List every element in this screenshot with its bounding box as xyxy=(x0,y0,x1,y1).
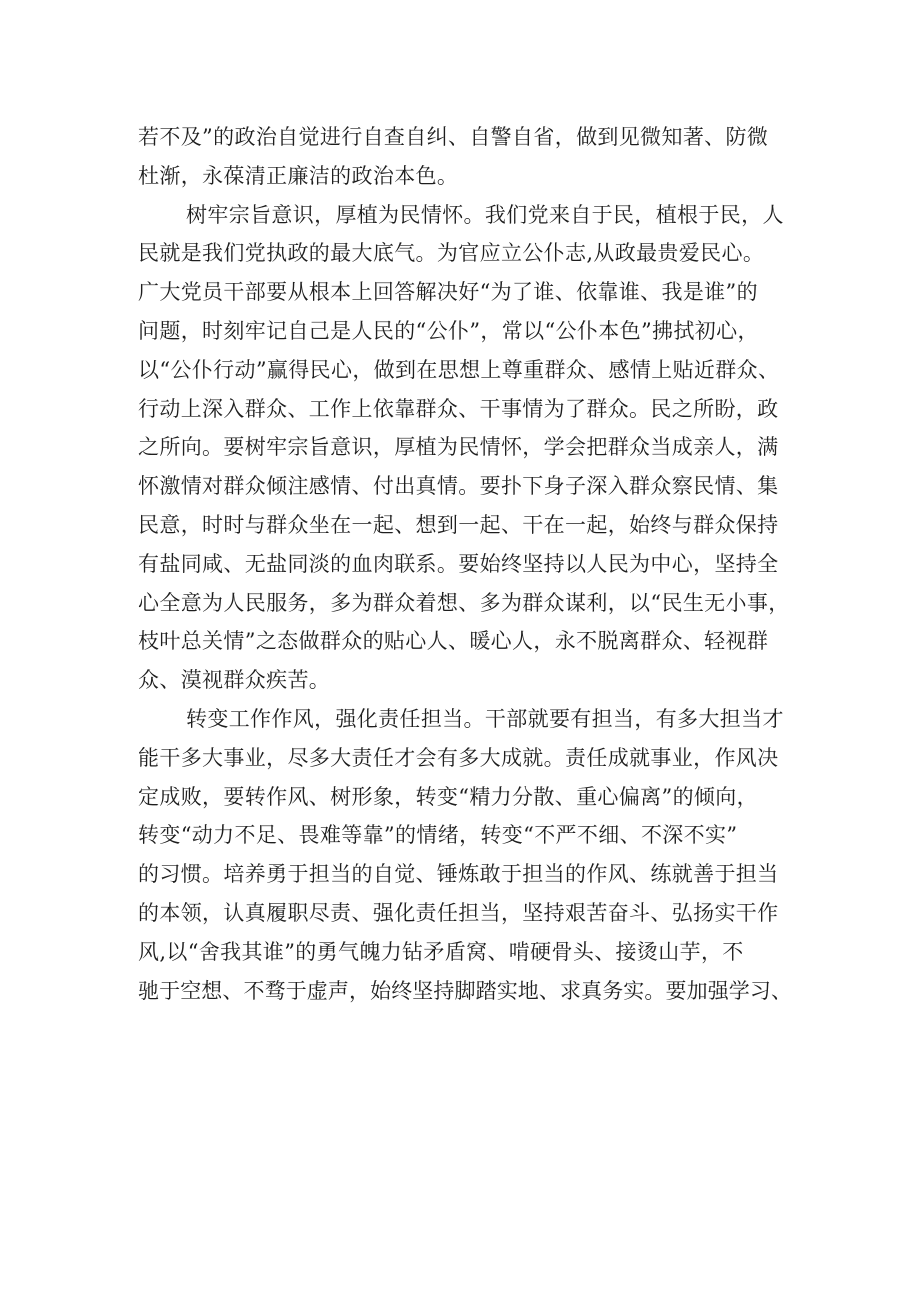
paragraph-line: 众、漠视群众疾苦。 xyxy=(138,668,331,693)
paragraph-line: 驰于空想、不骛于虚声，始终坚持脚踏实地、求真务实。要加强学习、 xyxy=(138,978,793,1003)
paragraph-line: 的本领，认真履职尽责、强化责任担当，坚持艰苦奋斗、弘扬实干作 xyxy=(138,900,779,925)
document-body xyxy=(138,118,798,1010)
paragraph-line: 树牢宗旨意识，厚植为民情怀。我们党来自于民，植根于民，人 xyxy=(186,202,784,227)
paragraph-line: 转变工作作风，强化责任担当。干部就要有担当，有多大担当才 xyxy=(186,706,784,731)
paragraph-line: 定成败，要转作风、树形象，转变“精力分散、重心偏离”的倾向， xyxy=(138,784,758,809)
paragraph-line: 民意，时时与群众坐在一起、想到一起、干在一起，始终与群众保持 xyxy=(138,512,779,537)
paragraph-line: 以“公仆行动”赢得民心，做到在思想上尊重群众、感情上贴近群众、 xyxy=(138,357,780,382)
paragraph-line: 广大党员干部要从根本上回答解决好“为了谁、依靠谁、我是谁”的 xyxy=(138,280,758,305)
paragraph-line: 若不及”的政治自觉进行自查自纠、自警自省，做到见微知著、防微 xyxy=(138,125,769,149)
paragraph-line: 行动上深入群众、工作上依靠群众、干事情为了群众。民之所盼，政 xyxy=(138,396,779,421)
paragraph-line: 杜渐，永葆清正廉洁的政治本色。 xyxy=(138,163,459,188)
paragraph-work-style xyxy=(138,700,798,1010)
paragraph-line: 问题，时刻牢记自己是人民的“公仆”，常以“公仆本色”拂拭初心， xyxy=(138,318,759,343)
paragraph-line: 有盐同咸、无盐同淡的血肉联系。要始终坚持以人民为中心，坚持全 xyxy=(138,551,779,576)
paragraph-line: 心全意为人民服务，多为群众着想、多为群众谋利，以“民生无小事， xyxy=(138,590,790,615)
paragraph-line: 民就是我们党执政的最大底气。为官应立公仆志,从政最贵爱民心。 xyxy=(138,241,765,266)
paragraph-line: 的习惯。培养勇于担当的自觉、锤炼敢于担当的作风、练就善于担当 xyxy=(138,862,779,887)
paragraph-line: 能干多大事业，尽多大责任才会有多大成就。责任成就事业，作风决 xyxy=(138,745,779,770)
paragraph-line: 转变“动力不足、畏难等靠”的情绪，转变“不严不细、不深不实” xyxy=(138,823,738,848)
paragraph-line: 风,以“舍我其谁”的勇气魄力钻矛盾窝、啃硬骨头、接烫山芋，不 xyxy=(138,939,744,964)
paragraph-line: 怀激情对群众倾注感情、付出真情。要扑下身子深入群众察民情、集 xyxy=(138,474,779,499)
paragraph-continuation xyxy=(138,118,798,196)
paragraph-line: 枝叶总关情”之态做群众的贴心人、暖心人，永不脱离群众、轻视群 xyxy=(138,629,769,654)
paragraph-purpose-awareness xyxy=(138,196,798,700)
paragraph-line: 之所向。要树牢宗旨意识，厚植为民情怀，学会把群众当成亲人，满 xyxy=(138,435,779,460)
